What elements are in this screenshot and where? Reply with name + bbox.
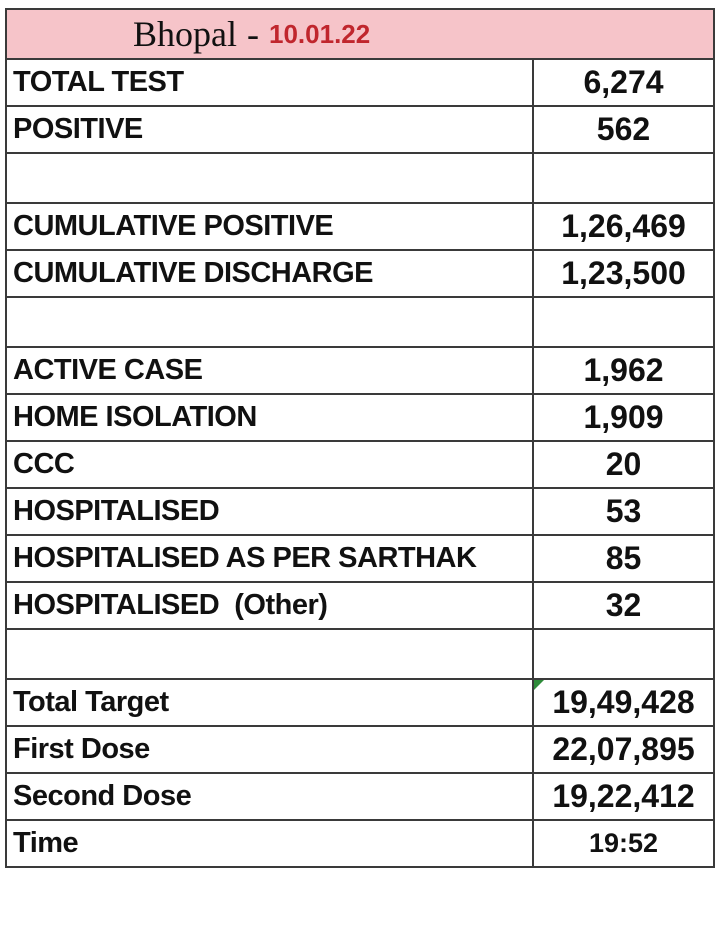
cell-value-selected[interactable]: [533, 679, 714, 726]
cell-label[interactable]: [6, 629, 533, 679]
row-time: [6, 820, 714, 867]
bulletin-sheet: [5, 8, 715, 868]
row-active-case: [6, 347, 714, 394]
cell-value[interactable]: [533, 629, 714, 679]
cell-value[interactable]: 53: [533, 488, 714, 535]
cell-value-text: 19,49,428: [552, 684, 695, 720]
title-separator: -: [247, 14, 259, 54]
cell-label[interactable]: CUMULATIVE DISCHARGE: [6, 250, 533, 297]
cell-value[interactable]: 1,23,500: [533, 250, 714, 297]
cell-value[interactable]: 20: [533, 441, 714, 488]
cell-value[interactable]: 6,274: [533, 59, 714, 106]
cell-label[interactable]: HOSPITALISED AS PER SARTHAK: [6, 535, 533, 582]
cell-value[interactable]: 19:52: [533, 820, 714, 867]
city-name: Bhopal: [133, 14, 237, 54]
cell-label[interactable]: HOSPITALISED: [6, 488, 533, 535]
cell-label[interactable]: HOME ISOLATION: [6, 394, 533, 441]
row-hospitalised-sarthak: [6, 535, 714, 582]
cell-value[interactable]: 1,962: [533, 347, 714, 394]
cell-indicator-icon: [534, 680, 544, 690]
cell-value[interactable]: 22,07,895: [533, 726, 714, 773]
row-blank: [6, 629, 714, 679]
row-cumulative-discharge: [6, 250, 714, 297]
cell-value[interactable]: 1,26,469: [533, 203, 714, 250]
cell-label[interactable]: Second Dose: [6, 773, 533, 820]
cell-label[interactable]: HOSPITALISED (Other): [6, 582, 533, 629]
stats-table: [5, 58, 715, 868]
row-total-target: [6, 679, 714, 726]
cell-label[interactable]: First Dose: [6, 726, 533, 773]
cell-label[interactable]: Total Target: [6, 679, 533, 726]
cell-label[interactable]: POSITIVE: [6, 106, 533, 153]
title-row: [5, 8, 715, 58]
cell-label[interactable]: Time: [6, 820, 533, 867]
row-total-test: [6, 59, 714, 106]
cell-label[interactable]: [6, 297, 533, 347]
row-positive: [6, 106, 714, 153]
row-home-isolation: [6, 394, 714, 441]
cell-label[interactable]: TOTAL TEST: [6, 59, 533, 106]
row-cumulative-positive: [6, 203, 714, 250]
cell-value[interactable]: [533, 153, 714, 203]
cell-value[interactable]: 19,22,412: [533, 773, 714, 820]
row-ccc: [6, 441, 714, 488]
bulletin-date: 10.01.22: [269, 18, 371, 49]
cell-value[interactable]: 85: [533, 535, 714, 582]
row-blank: [6, 153, 714, 203]
cell-value[interactable]: 32: [533, 582, 714, 629]
row-second-dose: [6, 773, 714, 820]
row-blank: [6, 297, 714, 347]
cell-label[interactable]: ACTIVE CASE: [6, 347, 533, 394]
cell-value[interactable]: 1,909: [533, 394, 714, 441]
cell-value[interactable]: [533, 297, 714, 347]
cell-label[interactable]: [6, 153, 533, 203]
cell-value[interactable]: 562: [533, 106, 714, 153]
row-hospitalised-other: [6, 582, 714, 629]
cell-label[interactable]: CCC: [6, 441, 533, 488]
cell-label[interactable]: CUMULATIVE POSITIVE: [6, 203, 533, 250]
row-first-dose: [6, 726, 714, 773]
row-hospitalised: [6, 488, 714, 535]
